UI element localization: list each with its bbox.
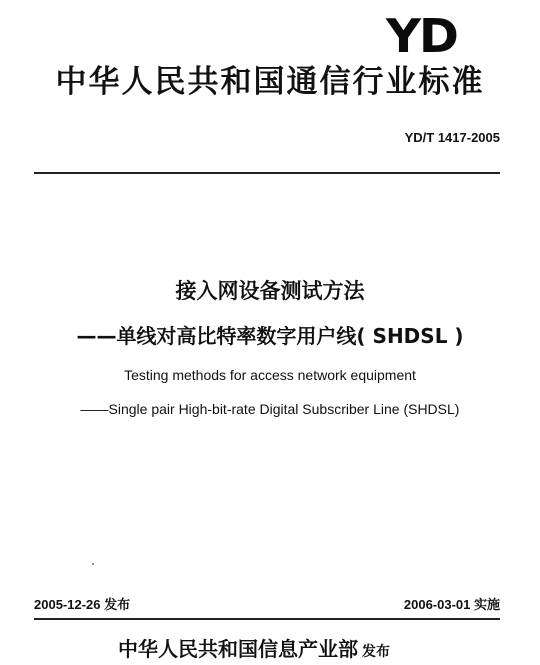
- issuer-name: 中华人民共和国信息产业部: [118, 637, 358, 661]
- english-title: Testing methods for access network equipment: [124, 367, 416, 383]
- top-divider: [34, 172, 500, 174]
- chinese-subtitle: ——单线对高比特率数字用户线( SHDSL ): [76, 324, 464, 348]
- yd-logo: YD: [386, 9, 457, 63]
- org-title: 中华人民共和国通信行业标准: [55, 64, 485, 100]
- issue-date: 2005-12-26 发布: [34, 597, 131, 612]
- scan-speck: [92, 563, 94, 565]
- publish-word: 发布: [362, 644, 390, 660]
- issuer-line: [118, 636, 390, 665]
- standard-number: YD/T 1417-2005: [404, 130, 500, 145]
- bottom-divider: [34, 618, 500, 620]
- effective-date: 2006-03-01 实施: [403, 597, 500, 612]
- chinese-title: 接入网设备测试方法: [175, 279, 365, 303]
- english-subtitle: ——Single pair High-bit-rate Digital Subscriber Line (SHDSL): [80, 401, 460, 417]
